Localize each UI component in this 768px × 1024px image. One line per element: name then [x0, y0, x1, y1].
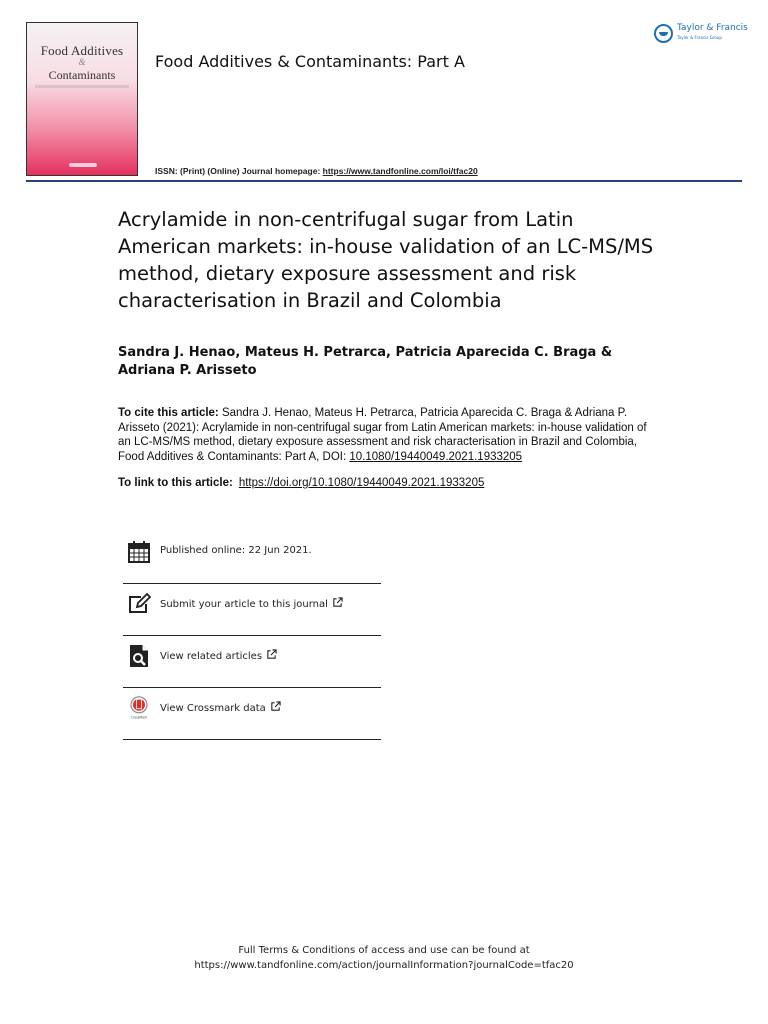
issn-text: ISSN: (Print) (Online) Journal homepage:: [155, 166, 323, 176]
crossmark-item[interactable]: [123, 688, 381, 740]
issn-line: [155, 166, 478, 176]
taylor-francis-logo[interactable]: [654, 22, 746, 48]
footer-line1: Full Terms & Conditions of access and use can be found at: [238, 945, 530, 956]
submit-article-link[interactable]: Submit your article to this journal: [160, 597, 343, 610]
related-articles-link[interactable]: View related articles: [160, 649, 277, 662]
crossmark-icon: [127, 696, 151, 720]
published-online-text: Published online: 22 Jun 2021.: [160, 545, 312, 556]
cover-subtitle-line: [35, 85, 129, 88]
cover-ampersand: &: [78, 57, 86, 67]
cite-text: Sandra J. Henao, Mateus H. Petrarca, Patricia Aparecida C. Braga & Adriana P. Arisseto (2021): Acrylamide in non-centrifugal sugar from Latin American markets: in-house validation of an LC-MS/MS method, dietary exposure assessment and risk characterisation in Brazil and Colombia, Food Additives & Contaminants: Part A, DOI:: [118, 407, 647, 463]
footer-terms-url[interactable]: https://www.tandfonline.com/action/journalInformation?journalCode=tfac20: [194, 960, 574, 971]
taylor-francis-logo-icon: [654, 24, 673, 43]
external-link-icon: [270, 701, 281, 712]
header-divider: [26, 180, 742, 182]
search-document-icon: [127, 644, 151, 668]
external-link-icon: [266, 649, 277, 660]
citation-block: [118, 406, 658, 464]
journal-cover-image: [26, 22, 138, 176]
calendar-icon: [127, 540, 151, 564]
edit-icon: [127, 592, 151, 616]
article-link-line: [118, 477, 678, 489]
related-articles-item[interactable]: [123, 636, 381, 688]
cite-label: To cite this article:: [118, 407, 219, 419]
doi-link[interactable]: 10.1080/19440049.2021.1933205: [349, 450, 523, 463]
journal-homepage-link[interactable]: https://www.tandfonline.com/loi/tfac20: [322, 166, 478, 176]
cover-publisher-logo: [69, 163, 97, 167]
cover-header-line: [33, 31, 131, 37]
published-online-item: [123, 532, 381, 584]
external-link-icon: [332, 597, 343, 608]
journal-title: Food Additives & Contaminants: Part A: [155, 52, 465, 71]
article-actions: [123, 532, 381, 740]
publisher-name: Taylor & Francis: [677, 23, 748, 33]
link-label: To link to this article:: [118, 477, 233, 489]
crossmark-link[interactable]: View Crossmark data: [160, 701, 281, 714]
article-title: Acrylamide in non-centrifugal sugar from Latin American markets: in-house validation of an LC-MS/MS method, dietary exposure assessment and risk characterisation in Brazil and Colombia: [118, 208, 654, 312]
svg-text:CrossMark: CrossMark: [130, 715, 148, 720]
article-authors: Sandra J. Henao, Mateus H. Petrarca, Patricia Aparecida C. Braga & Adriana P. Arisseto: [118, 345, 613, 378]
publisher-group: Taylor & Francis Group: [677, 35, 722, 40]
terms-footer: [0, 943, 768, 973]
cover-title-line2: Contaminants: [48, 68, 116, 82]
article-doi-url-link[interactable]: https://doi.org/10.1080/19440049.2021.1933205: [238, 477, 485, 489]
cover-title-line1: Food Additives: [40, 43, 124, 58]
submit-article-item[interactable]: [123, 584, 381, 636]
